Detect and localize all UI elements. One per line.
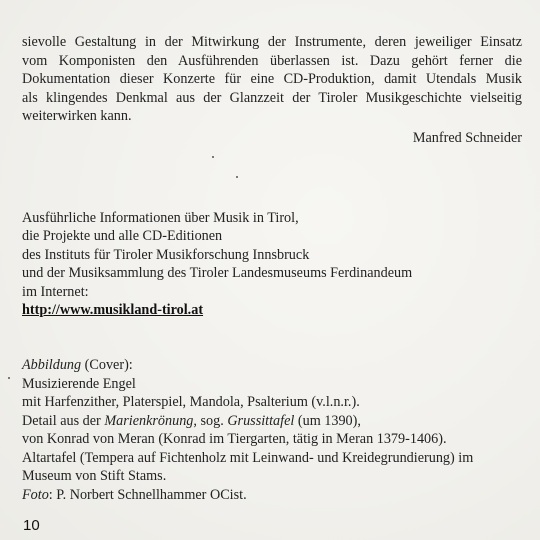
caption-text: Detail aus der [22,412,105,429]
info-line: und der Musiksammlung des Tiroler Landesmuseums Ferdinandeum [22,265,413,282]
photo-credit: : P. Norbert Schnellhammer OCist. [48,486,247,503]
caption-line: Altartafel (Tempera auf Fichtenholz mit Leinwand- und Kreidegrundierung) im [22,449,474,466]
photo-label: Foto [22,486,49,503]
paper-speck [8,377,10,379]
caption-text: (um 1390), [294,412,361,429]
caption-label-suffix: (Cover): [81,357,133,373]
paper-speck [212,156,214,158]
paragraph-line: weiterwirken kann. [22,108,132,125]
info-block [22,209,522,319]
caption-line: von Konrad von Meran (Konrad im Tiergarten, tätig in Meran 1379-1406). [22,431,447,447]
info-line: im Internet: [22,283,89,300]
image-caption [22,356,532,504]
body-paragraph [22,33,522,126]
caption-line: Museum von Stift Stams. [22,468,167,484]
caption-text: , sog. [193,412,228,429]
paragraph-line: als klingendes Denkmal aus der Glanzzeit der Tiroler Musikgeschichte vielseitig [22,89,522,106]
caption-title: Grussittafel [227,412,295,429]
page-number: 10 [23,517,40,534]
paper-speck [236,176,238,178]
paragraph-line: sievolle Gestaltung in der Mitwirkung der Instrumente, deren jeweiliger Einsatz [22,34,522,50]
caption-line: Musizierende Engel [22,375,136,392]
author-signature: Manfred Schneider [412,130,522,146]
paragraph-line: vom Komponisten den Ausführenden überlassen ist. Dazu gehört ferner die [22,52,522,69]
info-line: die Projekte und alle CD-Editionen [22,228,223,245]
caption-label: Abbildung [22,357,82,373]
caption-title: Marienkrönung [104,412,194,429]
caption-line: mit Harfenzither, Platerspiel, Mandola, Psalterium (v.l.n.r.). [22,394,360,410]
paragraph-line: Dokumentation dieser Konzerte für eine CD-Produktion, damit Utendals Musik [22,71,522,88]
website-link[interactable]: http://www.musikland-tirol.at [22,301,204,318]
info-line: des Instituts für Tiroler Musikforschung Innsbruck [22,246,310,263]
info-line: Ausführliche Informationen über Musik in Tirol, [22,210,299,226]
